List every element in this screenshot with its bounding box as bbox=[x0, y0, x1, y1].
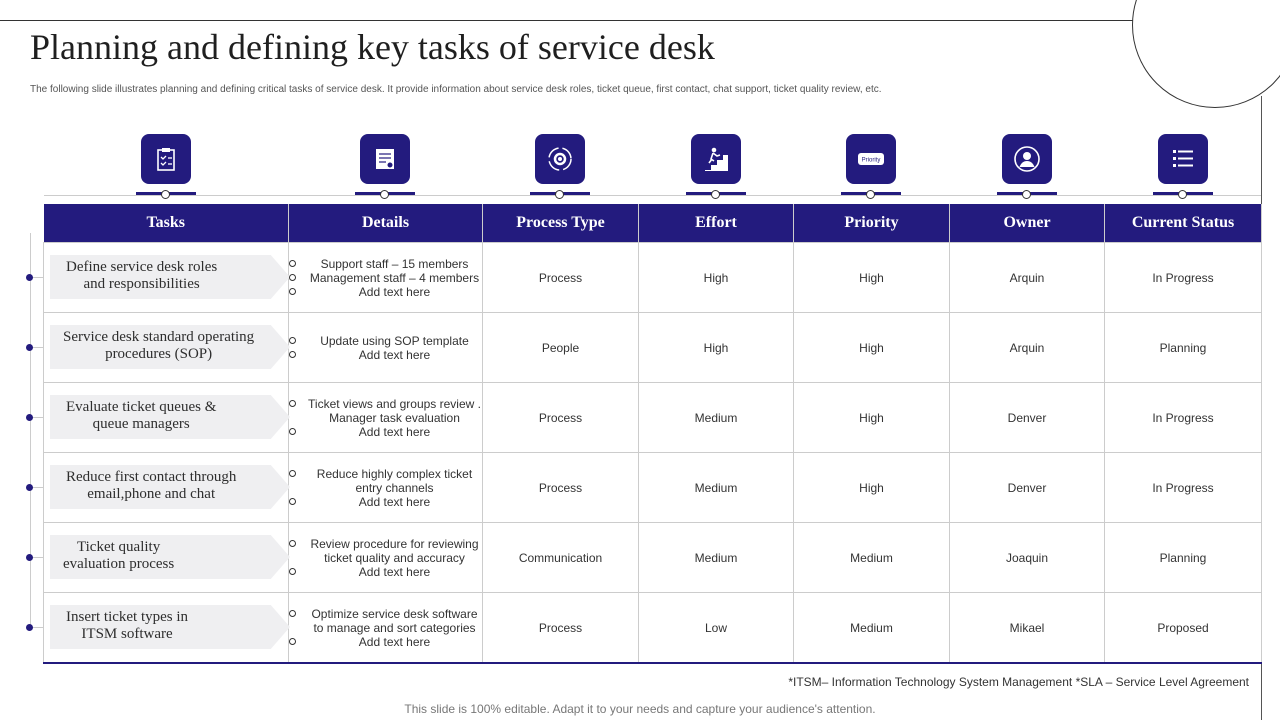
header-details: Details bbox=[289, 204, 483, 243]
details-item: Add text here bbox=[289, 348, 482, 362]
details-item: Add text here bbox=[289, 425, 482, 439]
icon-connector-dot bbox=[866, 190, 875, 199]
task-line: evaluation process bbox=[63, 556, 175, 572]
task-line: Evaluate ticket queues & bbox=[66, 399, 217, 415]
editable-note: This slide is 100% editable. Adapt it to your needs and capture your audience's attention. bbox=[404, 702, 876, 716]
top-divider-line bbox=[0, 20, 1133, 21]
header-current-status: Current Status bbox=[1105, 204, 1262, 243]
user-profile-icon bbox=[1002, 134, 1052, 184]
status-cell: In Progress bbox=[1105, 453, 1262, 523]
header-effort: Effort bbox=[639, 204, 794, 243]
table-row bbox=[44, 313, 1262, 383]
process-type-cell: People bbox=[483, 313, 639, 383]
priority-cell: High bbox=[794, 313, 950, 383]
details-item: Management staff – 4 members bbox=[289, 271, 482, 285]
timeline-dot bbox=[26, 554, 33, 561]
details-list bbox=[289, 257, 482, 299]
table-header-row bbox=[44, 204, 1262, 243]
process-type-cell: Process bbox=[483, 593, 639, 664]
effort-cell: Medium bbox=[639, 523, 794, 593]
owner-cell: Denver bbox=[950, 453, 1105, 523]
icon-connector-dot bbox=[161, 190, 170, 199]
task-cell bbox=[44, 523, 289, 593]
effort-cell: Low bbox=[639, 593, 794, 664]
icon-connector-dot bbox=[711, 190, 720, 199]
task-label bbox=[66, 469, 236, 503]
details-list bbox=[289, 537, 482, 579]
table-row bbox=[44, 383, 1262, 453]
timeline-dot bbox=[26, 274, 33, 281]
decorative-circle bbox=[1132, 0, 1280, 108]
priority-cell: High bbox=[794, 383, 950, 453]
details-list bbox=[289, 397, 482, 439]
table-row bbox=[44, 453, 1262, 523]
details-cell bbox=[289, 593, 483, 664]
gear-cycle-icon bbox=[535, 134, 585, 184]
details-cell bbox=[289, 523, 483, 593]
process-type-cell: Process bbox=[483, 243, 639, 313]
details-cell bbox=[289, 313, 483, 383]
task-line: Service desk standard operating bbox=[63, 329, 255, 345]
task-cell bbox=[44, 593, 289, 664]
task-label bbox=[66, 399, 216, 433]
icon-connector-dot bbox=[1178, 190, 1187, 199]
footnote: *ITSM– Information Technology System Management *SLA – Service Level Agreement bbox=[788, 675, 1249, 689]
task-line: queue managers bbox=[92, 416, 190, 432]
owner-cell: Denver bbox=[950, 383, 1105, 453]
process-type-cell: Process bbox=[483, 383, 639, 453]
task-line: email,phone and chat bbox=[87, 486, 216, 502]
task-line: and responsibilities bbox=[83, 276, 200, 292]
status-cell: Planning bbox=[1105, 313, 1262, 383]
status-cell: In Progress bbox=[1105, 383, 1262, 453]
timeline-dot bbox=[26, 624, 33, 631]
task-line: Ticket quality bbox=[77, 539, 161, 555]
checklist-icon bbox=[1158, 134, 1208, 184]
page-subtitle: The following slide illustrates planning and defining critical tasks of service desk. It provide information about service desk roles, ticket queue, first contact, chat support, ticket quality review, etc. bbox=[30, 84, 882, 95]
owner-cell: Arquin bbox=[950, 313, 1105, 383]
task-line: ITSM software bbox=[81, 626, 173, 642]
details-item: Reduce highly complex ticket entry channels bbox=[289, 467, 482, 495]
header-process-type: Process Type bbox=[483, 204, 639, 243]
task-label bbox=[66, 259, 217, 293]
task-line: procedures (SOP) bbox=[105, 346, 213, 362]
details-item: Add text here bbox=[289, 495, 482, 509]
task-label bbox=[63, 539, 174, 573]
owner-cell: Arquin bbox=[950, 243, 1105, 313]
owner-cell: Joaquin bbox=[950, 523, 1105, 593]
priority-cell: High bbox=[794, 453, 950, 523]
task-label bbox=[63, 329, 254, 363]
priority-cell: High bbox=[794, 243, 950, 313]
task-line: Define service desk roles bbox=[66, 259, 218, 275]
header-priority: Priority bbox=[794, 204, 950, 243]
process-type-cell: Communication bbox=[483, 523, 639, 593]
task-line: Insert ticket types in bbox=[66, 609, 189, 625]
person-climbing-stairs-icon bbox=[691, 134, 741, 184]
table-row bbox=[44, 593, 1262, 664]
process-type-cell: Process bbox=[483, 453, 639, 523]
owner-cell: Mikael bbox=[950, 593, 1105, 664]
icon-connector-line bbox=[44, 195, 1261, 196]
header-owner: Owner bbox=[950, 204, 1105, 243]
table-row bbox=[44, 243, 1262, 313]
priority-cell: Medium bbox=[794, 523, 950, 593]
details-list bbox=[289, 467, 482, 509]
document-certificate-icon bbox=[360, 134, 410, 184]
details-item: Optimize service desk software to manage and sort categories bbox=[289, 607, 482, 635]
timeline-line bbox=[30, 233, 31, 628]
details-item: Add text here bbox=[289, 635, 482, 649]
svg-text:Priority: Priority bbox=[861, 157, 881, 164]
priority-cell: Medium bbox=[794, 593, 950, 664]
priority-tag-icon bbox=[846, 134, 896, 184]
details-cell bbox=[289, 453, 483, 523]
effort-cell: Medium bbox=[639, 383, 794, 453]
icon-connector-dot bbox=[555, 190, 564, 199]
status-cell: In Progress bbox=[1105, 243, 1262, 313]
icon-connector-dot bbox=[380, 190, 389, 199]
task-cell bbox=[44, 313, 289, 383]
details-cell bbox=[289, 383, 483, 453]
details-list bbox=[289, 607, 482, 649]
effort-cell: Medium bbox=[639, 453, 794, 523]
effort-cell: High bbox=[639, 243, 794, 313]
timeline-dot bbox=[26, 414, 33, 421]
details-item: Ticket views and groups review . Manager task evaluation bbox=[289, 397, 482, 425]
task-line: Reduce first contact through bbox=[66, 469, 237, 485]
status-cell: Planning bbox=[1105, 523, 1262, 593]
timeline-dot bbox=[26, 344, 33, 351]
details-list bbox=[289, 334, 482, 362]
details-cell bbox=[289, 243, 483, 313]
page-title: Planning and defining key tasks of service desk bbox=[30, 27, 715, 67]
details-item: Review procedure for reviewing ticket quality and accuracy bbox=[289, 537, 482, 565]
clipboard-checklist-icon bbox=[141, 134, 191, 184]
details-item: Update using SOP template bbox=[289, 334, 482, 348]
task-cell bbox=[44, 243, 289, 313]
task-cell bbox=[44, 453, 289, 523]
details-item: Support staff – 15 members bbox=[289, 257, 482, 271]
timeline-dot bbox=[26, 484, 33, 491]
effort-cell: High bbox=[639, 313, 794, 383]
tasks-table bbox=[43, 204, 1262, 664]
details-item: Add text here bbox=[289, 565, 482, 579]
icon-connector-dot bbox=[1022, 190, 1031, 199]
details-item: Add text here bbox=[289, 285, 482, 299]
task-cell bbox=[44, 383, 289, 453]
task-label bbox=[66, 609, 188, 643]
status-cell: Proposed bbox=[1105, 593, 1262, 664]
header-tasks: Tasks bbox=[44, 204, 289, 243]
table-row bbox=[44, 523, 1262, 593]
